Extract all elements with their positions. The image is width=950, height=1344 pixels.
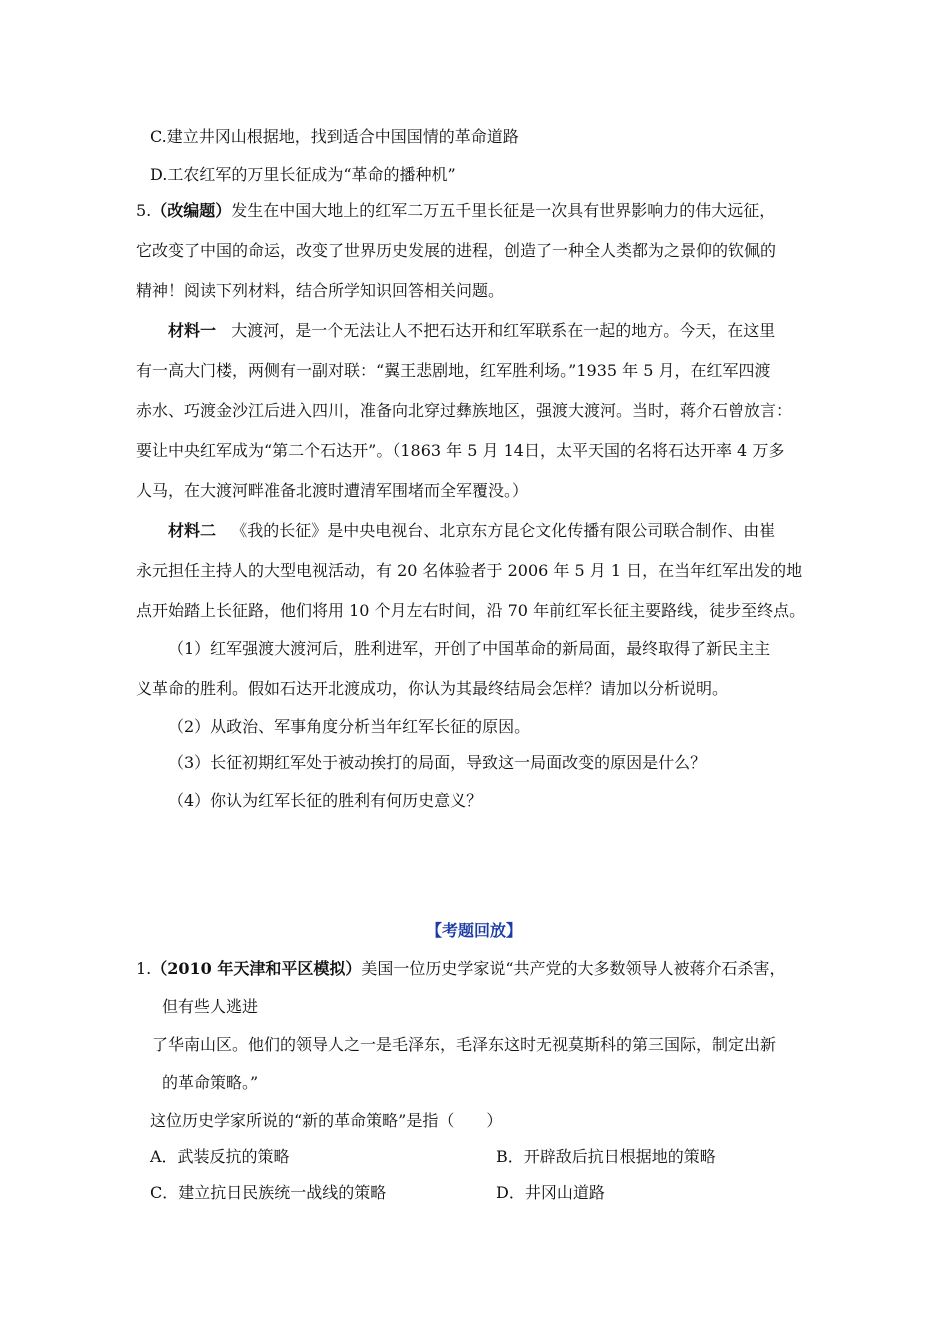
r1-option-b: B．开辟敌后抗日根据地的策略 xyxy=(496,1147,716,1166)
r1-option-a: A．武装反抗的策略 xyxy=(150,1147,290,1166)
r1-source: （2010 年天津和平区模拟） xyxy=(151,959,362,978)
material-2-label: 材料二 xyxy=(168,521,217,540)
r1-number: 1. xyxy=(136,959,152,978)
sub-question-4: （4）你认为红军长征的胜利有何历史意义？ xyxy=(168,791,483,810)
r1-stem-line-2: 但有些人逃进 xyxy=(162,997,259,1016)
q5-stem-1: 发生在中国大地上的红军二万五千里长征是一次具有世界影响力的伟大远征， xyxy=(231,201,776,220)
q5-number: 5. xyxy=(136,201,152,220)
material-2-line-2: 永元担任主持人的大型电视活动，有 20 名体验者于 2006 年 5 月 1 日，在当年红军出发的地 xyxy=(136,561,803,580)
q5-stem-line-3: 精神！阅读下列材料，结合所学知识回答相关问题。 xyxy=(136,281,505,300)
option-d: D.工农红军的万里长征成为“革命的播种机” xyxy=(150,165,456,184)
option-c: C.建立井冈山根据地，找到适合中国国情的革命道路 xyxy=(150,127,519,146)
material-1-label: 材料一 xyxy=(168,321,217,340)
q5-tag: （改编题） xyxy=(151,201,232,220)
material-1-line-2: 有一高大门楼，两侧有一副对联：“翼王悲剧地，红军胜利场。”1935 年 5 月，在红军四渡 xyxy=(136,361,771,380)
r1-stem-line-4: 的革命策略。” xyxy=(162,1073,259,1092)
r1-option-c: C．建立抗日民族统一战线的策略 xyxy=(150,1183,387,1202)
q5-stem-line-2: 它改变了中国的命运，改变了世界历史发展的进程，创造了一种全人类都为之景仰的钦佩的 xyxy=(136,241,777,260)
r1-stem-line-3: 了华南山区。他们的领导人之一是毛泽东，毛泽东这时无视莫斯科的第三国际，制定出新 xyxy=(152,1035,777,1054)
material-1-line-4: 要让中央红军成为“第二个石达开”。（1863 年 5 月 14日，太平天国的名将石达开率 4 万多 xyxy=(136,441,785,460)
sub-question-3: （3）长征初期红军处于被动挨打的局面，导致这一局面改变的原因是什么？ xyxy=(168,753,707,772)
sub-question-1-line-2: 义革命的胜利。假如石达开北渡成功，你认为其最终结局会怎样？请加以分析说明。 xyxy=(136,679,729,698)
material-2-line-3: 点开始踏上长征路，他们将用 10 个月左右时间，沿 70 年前红军长征主要路线，徒步至终点。 xyxy=(136,601,806,620)
sub-question-2: （2）从政治、军事角度分析当年红军长征的原因。 xyxy=(168,717,531,736)
q5-stem-line-1 xyxy=(136,200,775,222)
material-2-line-1: 材料二 《我的长征》是中央电视台、北京东方昆仑文化传播有限公司联合制作、由崔 xyxy=(168,521,776,540)
r1-stem-1: 美国一位历史学家说“共产党的大多数领导人被蒋介石杀害， xyxy=(361,959,786,978)
material-1-line-1: 材料一 大渡河，是一个无法让人不把石达开和红军联系在一起的地方。今天，在这里 xyxy=(168,321,776,340)
r1-stem-line-1 xyxy=(136,958,786,980)
sub-question-1-line-1: （1）红军强渡大渡河后，胜利进军，开创了中国革命的新局面，最终取得了新民主主 xyxy=(168,639,771,658)
material-1-line-5: 人马，在大渡河畔准备北渡时遭清军围堵而全军覆没。） xyxy=(136,481,529,500)
material-1-line-3: 赤水、巧渡金沙江后进入四川，准备向北穿过彝族地区，强渡大渡河。当时，蒋介石曾放言： xyxy=(136,401,793,420)
r1-option-d: D．井冈山道路 xyxy=(496,1183,605,1202)
r1-question: 这位历史学家所说的“新的革命策略”是指（ ） xyxy=(150,1111,503,1130)
section-heading: 【考题回放】 xyxy=(426,921,523,940)
